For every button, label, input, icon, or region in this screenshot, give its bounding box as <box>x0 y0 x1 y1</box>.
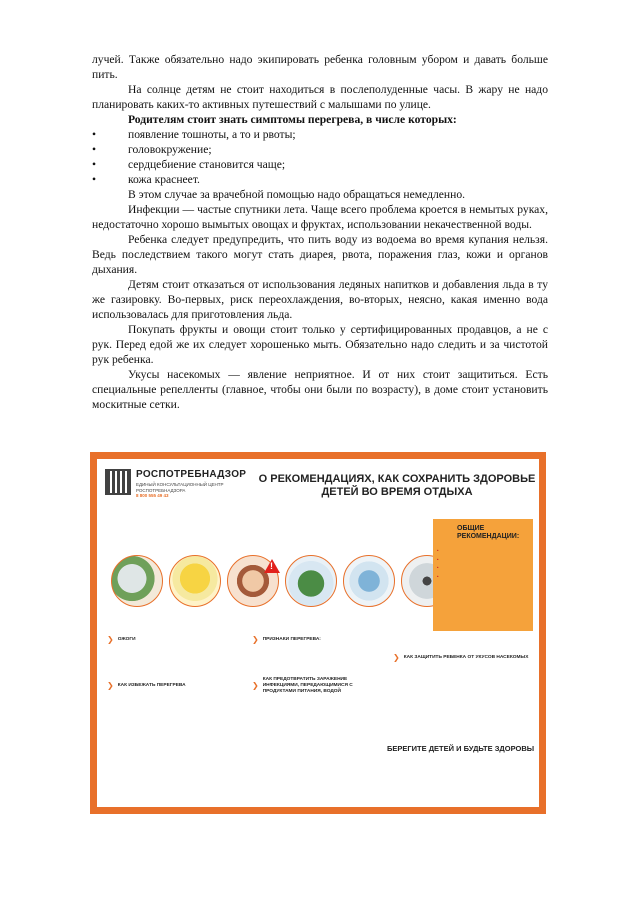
paragraph: На солнце детям не стоит находиться в послеполуденные часы. В жару не надо планировать каких-то активных путешествий с малышами по улице. <box>92 83 548 111</box>
paragraph: Покупать фрукты и овощи стоит только у сертифицированных продавцов, а не с рук. Перед едой же их следует хорошенько мыть. Обязательно надо следить и за чистотой рук ребенка. <box>92 323 548 366</box>
article-text <box>92 52 548 412</box>
paragraph: Инфекции — частые спутники лета. Чаще всего проблема кроется в немытых руках, недостаточно хорошо вымытых овощах и фруктах, использовании некачественной воды. <box>92 203 548 231</box>
paragraph: В этом случае за врачебной помощью надо обращаться немедленно. <box>128 188 466 201</box>
magnifier-illustration-icon <box>111 555 163 607</box>
list-item <box>439 548 527 554</box>
section-heading: ❯ ПРИЗНАКИ ПЕРЕГРЕВА: <box>252 635 321 644</box>
chevron-right-icon: ❯ <box>107 635 114 644</box>
paragraph: Детям стоит отказаться от использования ледяных напитков и добавления льда в ту же газировку. Во-первых, риск переохлаждения, во-вторых, неясно, какая именно вода использовалась для приготовления льда. <box>92 278 548 321</box>
section-heading: ❯ КАК ЗАЩИТИТЬ РЕБЕНКА ОТ УКУСОВ НАСЕКОМЫХ <box>393 653 529 662</box>
insects-column <box>393 637 533 665</box>
overheat-column <box>252 637 382 699</box>
list-item: • головокружение; <box>92 142 548 157</box>
warning-icon <box>264 559 280 573</box>
section-heading: ❯ КАК ИЗБЕЖАТЬ ПЕРЕГРЕВА <box>107 681 186 690</box>
poster-image <box>90 452 546 814</box>
org-subtitle: ЕДИНЫЙ КОНСУЛЬТАЦИОННЫЙ ЦЕНТР РОСПОТРЕБНАДЗОРА <box>136 482 224 493</box>
section-heading: ❯ КАК ПРЕДОТВРАТИТЬ ЗАРАЖЕНИЕ ИНФЕКЦИЯМИ, ПЕРЕДАЮЩИМИСЯ С ПРОДУКТАМИ ПИТАНИЯ, ВОДОЙ <box>252 677 353 694</box>
paragraph: Ребенка следует предупредить, что пить воду из водоема во время купания нельзя. Ведь последствием такого могут стать диарея, рвота, поражения глаз, кожи и органов дыхания. <box>92 233 548 276</box>
section-heading: ❯ ОЖОГИ <box>107 635 136 644</box>
poster-title: О РЕКОМЕНДАЦИЯХ, КАК СОХРАНИТЬ ЗДОРОВЬЕ ДЕТЕЙ ВО ВРЕМЯ ОТДЫХА <box>258 473 536 498</box>
chevron-right-icon: ❯ <box>393 653 400 662</box>
list-item <box>439 565 527 571</box>
general-recommendations-title: ОБЩИЕ РЕКОМЕНДАЦИИ: <box>457 525 520 540</box>
list-item <box>439 574 527 580</box>
hotline-number: 8 800 555 49 43 <box>136 493 169 498</box>
poster-inner <box>97 459 539 807</box>
poster-slogan: БЕРЕГИТЕ ДЕТЕЙ И БУДЬТЕ ЗДОРОВЫ <box>387 744 535 753</box>
paragraph: лучей. Также обязательно надо экипировать ребенка головным убором и давать больше пить. <box>92 53 548 81</box>
water-illustration-icon <box>343 555 395 607</box>
list-item: • кожа краснеет. <box>92 172 548 187</box>
chevron-right-icon: ❯ <box>252 681 259 690</box>
symptoms-heading: Родителям стоит знать симптомы перегрева, в числе которых: <box>128 113 457 126</box>
list-item: • сердцебиение становится чаще; <box>92 157 548 172</box>
tree-illustration-icon <box>285 555 337 607</box>
chevron-right-icon: ❯ <box>107 681 114 690</box>
general-recommendations-box <box>433 519 533 631</box>
list-item <box>439 557 527 563</box>
sunburn-column <box>107 637 242 693</box>
list-item: • появление тошноты, а то и рвоты; <box>92 127 548 142</box>
symptoms-list <box>92 127 548 187</box>
illustration-row <box>111 555 453 607</box>
org-name: РОСПОТРЕБНАДЗОР <box>136 469 247 480</box>
rospotrebnadzor-logo <box>105 469 246 498</box>
qr-code-icon <box>105 469 131 495</box>
sun-illustration-icon <box>169 555 221 607</box>
paragraph: Укусы насекомых — явление неприятное. И от них стоит защититься. Есть специальные репелленты (главное, чтобы они были по возрасту), в доме стоит установить москитные сетки. <box>92 368 548 411</box>
chevron-right-icon: ❯ <box>252 635 259 644</box>
